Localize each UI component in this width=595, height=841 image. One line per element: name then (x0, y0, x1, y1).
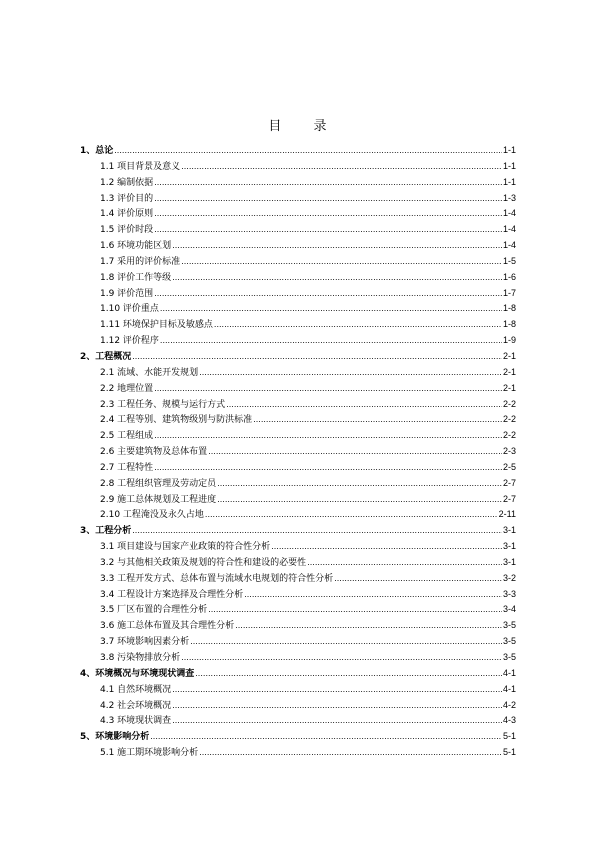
toc-page-number: 3-5 (502, 652, 516, 662)
toc-chapter-entry[interactable] (80, 729, 516, 745)
toc-dot-leader (205, 507, 498, 523)
toc-entry-label: 2.6 主要建筑物及总体布置 (100, 447, 208, 458)
toc-entry-label: 1.9 评价范围 (100, 288, 154, 299)
toc-entry-label: 1.11 环境保护目标及敏感点 (100, 320, 213, 331)
toc-section-entry[interactable] (80, 571, 516, 587)
toc-entry-label: 2.5 工程组成 (100, 431, 154, 442)
toc-entry-label: 1.10 评价重点 (100, 304, 159, 315)
toc-section-entry[interactable] (80, 444, 516, 460)
toc-dot-leader (307, 555, 502, 571)
toc-section-entry[interactable] (80, 206, 516, 222)
toc-entry-label: 1.2 编制依据 (100, 177, 154, 188)
toc-section-entry[interactable] (80, 476, 516, 492)
toc-dot-leader (132, 523, 502, 539)
toc-entry-label: 3.3 工程开发方式、总体布置与流域水电规划的符合性分析 (100, 573, 334, 584)
toc-page-number: 2-7 (502, 477, 516, 488)
toc-section-entry[interactable] (80, 191, 516, 207)
toc-page-number: 2-3 (502, 446, 516, 457)
toc-section-entry[interactable] (80, 682, 516, 698)
toc-section-entry[interactable] (80, 460, 516, 476)
toc-dot-leader (334, 571, 502, 587)
toc-section-entry[interactable] (80, 317, 516, 333)
toc-entry-label: 4、环境概况与环境现状调查 (80, 668, 195, 679)
toc-section-entry[interactable] (80, 301, 516, 317)
toc-dot-leader (181, 159, 502, 175)
toc-section-entry[interactable] (80, 270, 516, 286)
toc-dot-leader (114, 143, 502, 159)
toc-page-number: 1-3 (502, 192, 516, 203)
toc-entry-label: 1.3 评价目的 (100, 193, 154, 204)
toc-dot-leader (154, 191, 502, 207)
toc-entry-label: 3.1 项目建设与国家产业政策的符合性分析 (100, 542, 271, 553)
toc-page-number: 1-1 (502, 160, 516, 171)
toc-dot-leader (154, 206, 502, 222)
toc-dot-leader (154, 175, 502, 191)
toc-section-entry[interactable] (80, 507, 516, 523)
toc-dot-leader (226, 397, 502, 413)
toc-section-entry[interactable] (80, 650, 516, 666)
toc-entry-label: 3.8 污染物排放分析 (100, 653, 181, 663)
toc-section-entry[interactable] (80, 159, 516, 175)
toc-page-number: 1-4 (502, 240, 516, 251)
toc-entry-label: 3、工程分析 (80, 526, 132, 537)
toc-section-entry[interactable] (80, 365, 516, 381)
toc-dot-leader (195, 666, 502, 682)
toc-page-number: 4-1 (502, 667, 516, 678)
toc-section-entry[interactable] (80, 634, 516, 650)
toc-dot-leader (217, 476, 502, 492)
toc-page-number: 3-1 (502, 556, 516, 567)
toc-entry-label: 2.3 工程任务、规模与运行方式 (100, 399, 226, 410)
toc-entry-label: 5.1 施工期环境影响分析 (100, 748, 199, 759)
toc-page-number: 2-2 (502, 398, 516, 409)
toc-entry-label: 2.10 工程淹没及永久占地 (100, 510, 204, 521)
toc-dot-leader (271, 539, 502, 555)
toc-entry-label: 3.5 厂区布置的合理性分析 (100, 605, 208, 616)
toc-page-number: 1-1 (502, 176, 516, 187)
toc-dot-leader (244, 587, 502, 603)
toc-entry-label: 1、总论 (80, 146, 114, 156)
toc-entry-label: 1.12 评价程序 (100, 336, 159, 347)
toc-dot-leader (132, 349, 502, 365)
table-of-contents (80, 143, 516, 761)
toc-section-entry[interactable] (80, 602, 516, 618)
toc-page-number: 2-11 (498, 509, 516, 520)
toc-entry-label: 1.6 环境功能区划 (100, 241, 172, 252)
toc-page-number: 2-1 (502, 366, 516, 377)
toc-page-number: 3-1 (502, 525, 516, 536)
toc-entry-label: 2.9 施工总体规划及工程进度 (100, 494, 217, 505)
toc-entry-label: 1.8 评价工作等级 (100, 272, 172, 283)
toc-section-entry[interactable] (80, 286, 516, 302)
toc-dot-leader (208, 602, 502, 618)
toc-section-entry[interactable] (80, 428, 516, 444)
toc-page-number: 3-2 (502, 572, 516, 583)
toc-entry-label: 4.1 自然环境概况 (100, 684, 172, 695)
toc-section-entry[interactable] (80, 713, 516, 729)
toc-entry-label: 1.7 采用的评价标准 (100, 256, 181, 267)
toc-page-number: 5-1 (502, 747, 516, 758)
toc-entry-label: 5、环境影响分析 (80, 732, 150, 743)
toc-page-number: 3-3 (502, 588, 516, 599)
toc-page-number: 2-7 (502, 493, 516, 504)
toc-entry-label: 1.1 项目背景及意义 (100, 161, 181, 172)
toc-page-number: 1-4 (502, 208, 516, 219)
toc-dot-leader (190, 634, 502, 650)
toc-chapter-entry[interactable] (80, 666, 516, 682)
toc-dot-leader (181, 650, 502, 666)
toc-dot-leader (172, 682, 502, 698)
toc-page-number: 1-4 (502, 224, 516, 235)
toc-entry-label: 2、工程概况 (80, 351, 132, 362)
toc-page-number: 2-1 (502, 350, 516, 361)
toc-dot-leader (154, 381, 502, 397)
toc-page-number: 2-2 (502, 430, 516, 441)
toc-dot-leader (160, 301, 502, 317)
toc-page-number: 1-5 (502, 255, 516, 266)
toc-chapter-entry[interactable] (80, 143, 516, 159)
toc-page-number: 1-9 (502, 335, 516, 346)
toc-dot-leader (154, 460, 502, 476)
toc-entry-label: 4.2 社会环境概况 (100, 700, 172, 711)
toc-chapter-entry[interactable] (80, 349, 516, 365)
toc-section-entry[interactable] (80, 492, 516, 508)
toc-page-number: 3-5 (502, 620, 516, 631)
toc-page-number: 2-1 (502, 382, 516, 393)
toc-section-entry[interactable] (80, 745, 516, 761)
toc-dot-leader (199, 745, 502, 761)
toc-section-entry[interactable] (80, 333, 516, 349)
toc-page-number: 1-6 (502, 271, 516, 282)
toc-page-number: 5-1 (502, 731, 516, 742)
toc-entry-label: 1.4 评价原则 (100, 209, 154, 220)
toc-entry-label: 2.8 工程组织管理及劳动定员 (100, 478, 217, 489)
toc-entry-label: 2.1 流域、水能开发规划 (100, 367, 199, 378)
toc-page-number: 2-5 (502, 461, 516, 472)
page-title: 目 录 (268, 119, 341, 134)
toc-page-number: 4-2 (502, 699, 516, 710)
toc-section-entry[interactable] (80, 555, 516, 571)
toc-dot-leader (253, 412, 502, 428)
toc-dot-leader (172, 238, 502, 254)
toc-section-entry[interactable] (80, 254, 516, 270)
toc-section-entry[interactable] (80, 539, 516, 555)
toc-page-number: 2-2 (502, 414, 516, 425)
toc-dot-leader (172, 698, 502, 714)
toc-entry-label: 3.7 环境影响因素分析 (100, 637, 190, 648)
toc-page-number: 1-7 (502, 287, 516, 298)
toc-section-entry[interactable] (80, 381, 516, 397)
toc-page-number: 3-5 (502, 636, 516, 647)
toc-entry-label: 3.2 与其他相关政策及规划的符合性和建设的必要性 (100, 557, 307, 568)
toc-dot-leader (199, 365, 502, 381)
toc-dot-leader (172, 270, 502, 286)
toc-section-entry[interactable] (80, 222, 516, 238)
toc-section-entry[interactable] (80, 587, 516, 603)
toc-section-entry[interactable] (80, 397, 516, 413)
toc-page-number: 1-8 (502, 319, 516, 330)
toc-chapter-entry[interactable] (80, 523, 516, 539)
toc-entry-label: 3.4 工程设计方案选择及合理性分析 (100, 589, 244, 600)
toc-entry-label: 3.6 施工总体布置及其合理性分析 (100, 621, 235, 632)
toc-dot-leader (160, 333, 502, 349)
toc-dot-leader (150, 729, 502, 745)
toc-entry-label: 4.3 环境现状调查 (100, 716, 172, 727)
toc-page-number: 3-1 (502, 541, 516, 552)
toc-page-number: 1-1 (502, 145, 516, 155)
toc-entry-label: 1.5 评价时段 (100, 225, 154, 236)
toc-dot-leader (214, 317, 502, 333)
toc-dot-leader (154, 222, 502, 238)
toc-page-number: 1-8 (502, 303, 516, 314)
toc-section-entry[interactable] (80, 412, 516, 428)
toc-section-entry[interactable] (80, 698, 516, 714)
toc-entry-label: 2.4 工程等别、建筑物级别与防洪标准 (100, 415, 253, 426)
toc-section-entry[interactable] (80, 618, 516, 634)
toc-dot-leader (217, 492, 502, 508)
toc-page-number: 4-1 (502, 683, 516, 694)
toc-entry-label: 2.7 工程特性 (100, 462, 154, 473)
toc-dot-leader (235, 618, 502, 634)
toc-dot-leader (181, 254, 502, 270)
toc-dot-leader (172, 713, 502, 729)
toc-dot-leader (154, 428, 502, 444)
toc-dot-leader (154, 286, 502, 302)
toc-section-entry[interactable] (80, 238, 516, 254)
toc-page-number: 4-3 (502, 715, 516, 726)
toc-page-number: 3-4 (502, 604, 516, 615)
toc-dot-leader (208, 444, 502, 460)
toc-section-entry[interactable] (80, 175, 516, 191)
toc-entry-label: 2.2 地理位置 (100, 383, 154, 394)
